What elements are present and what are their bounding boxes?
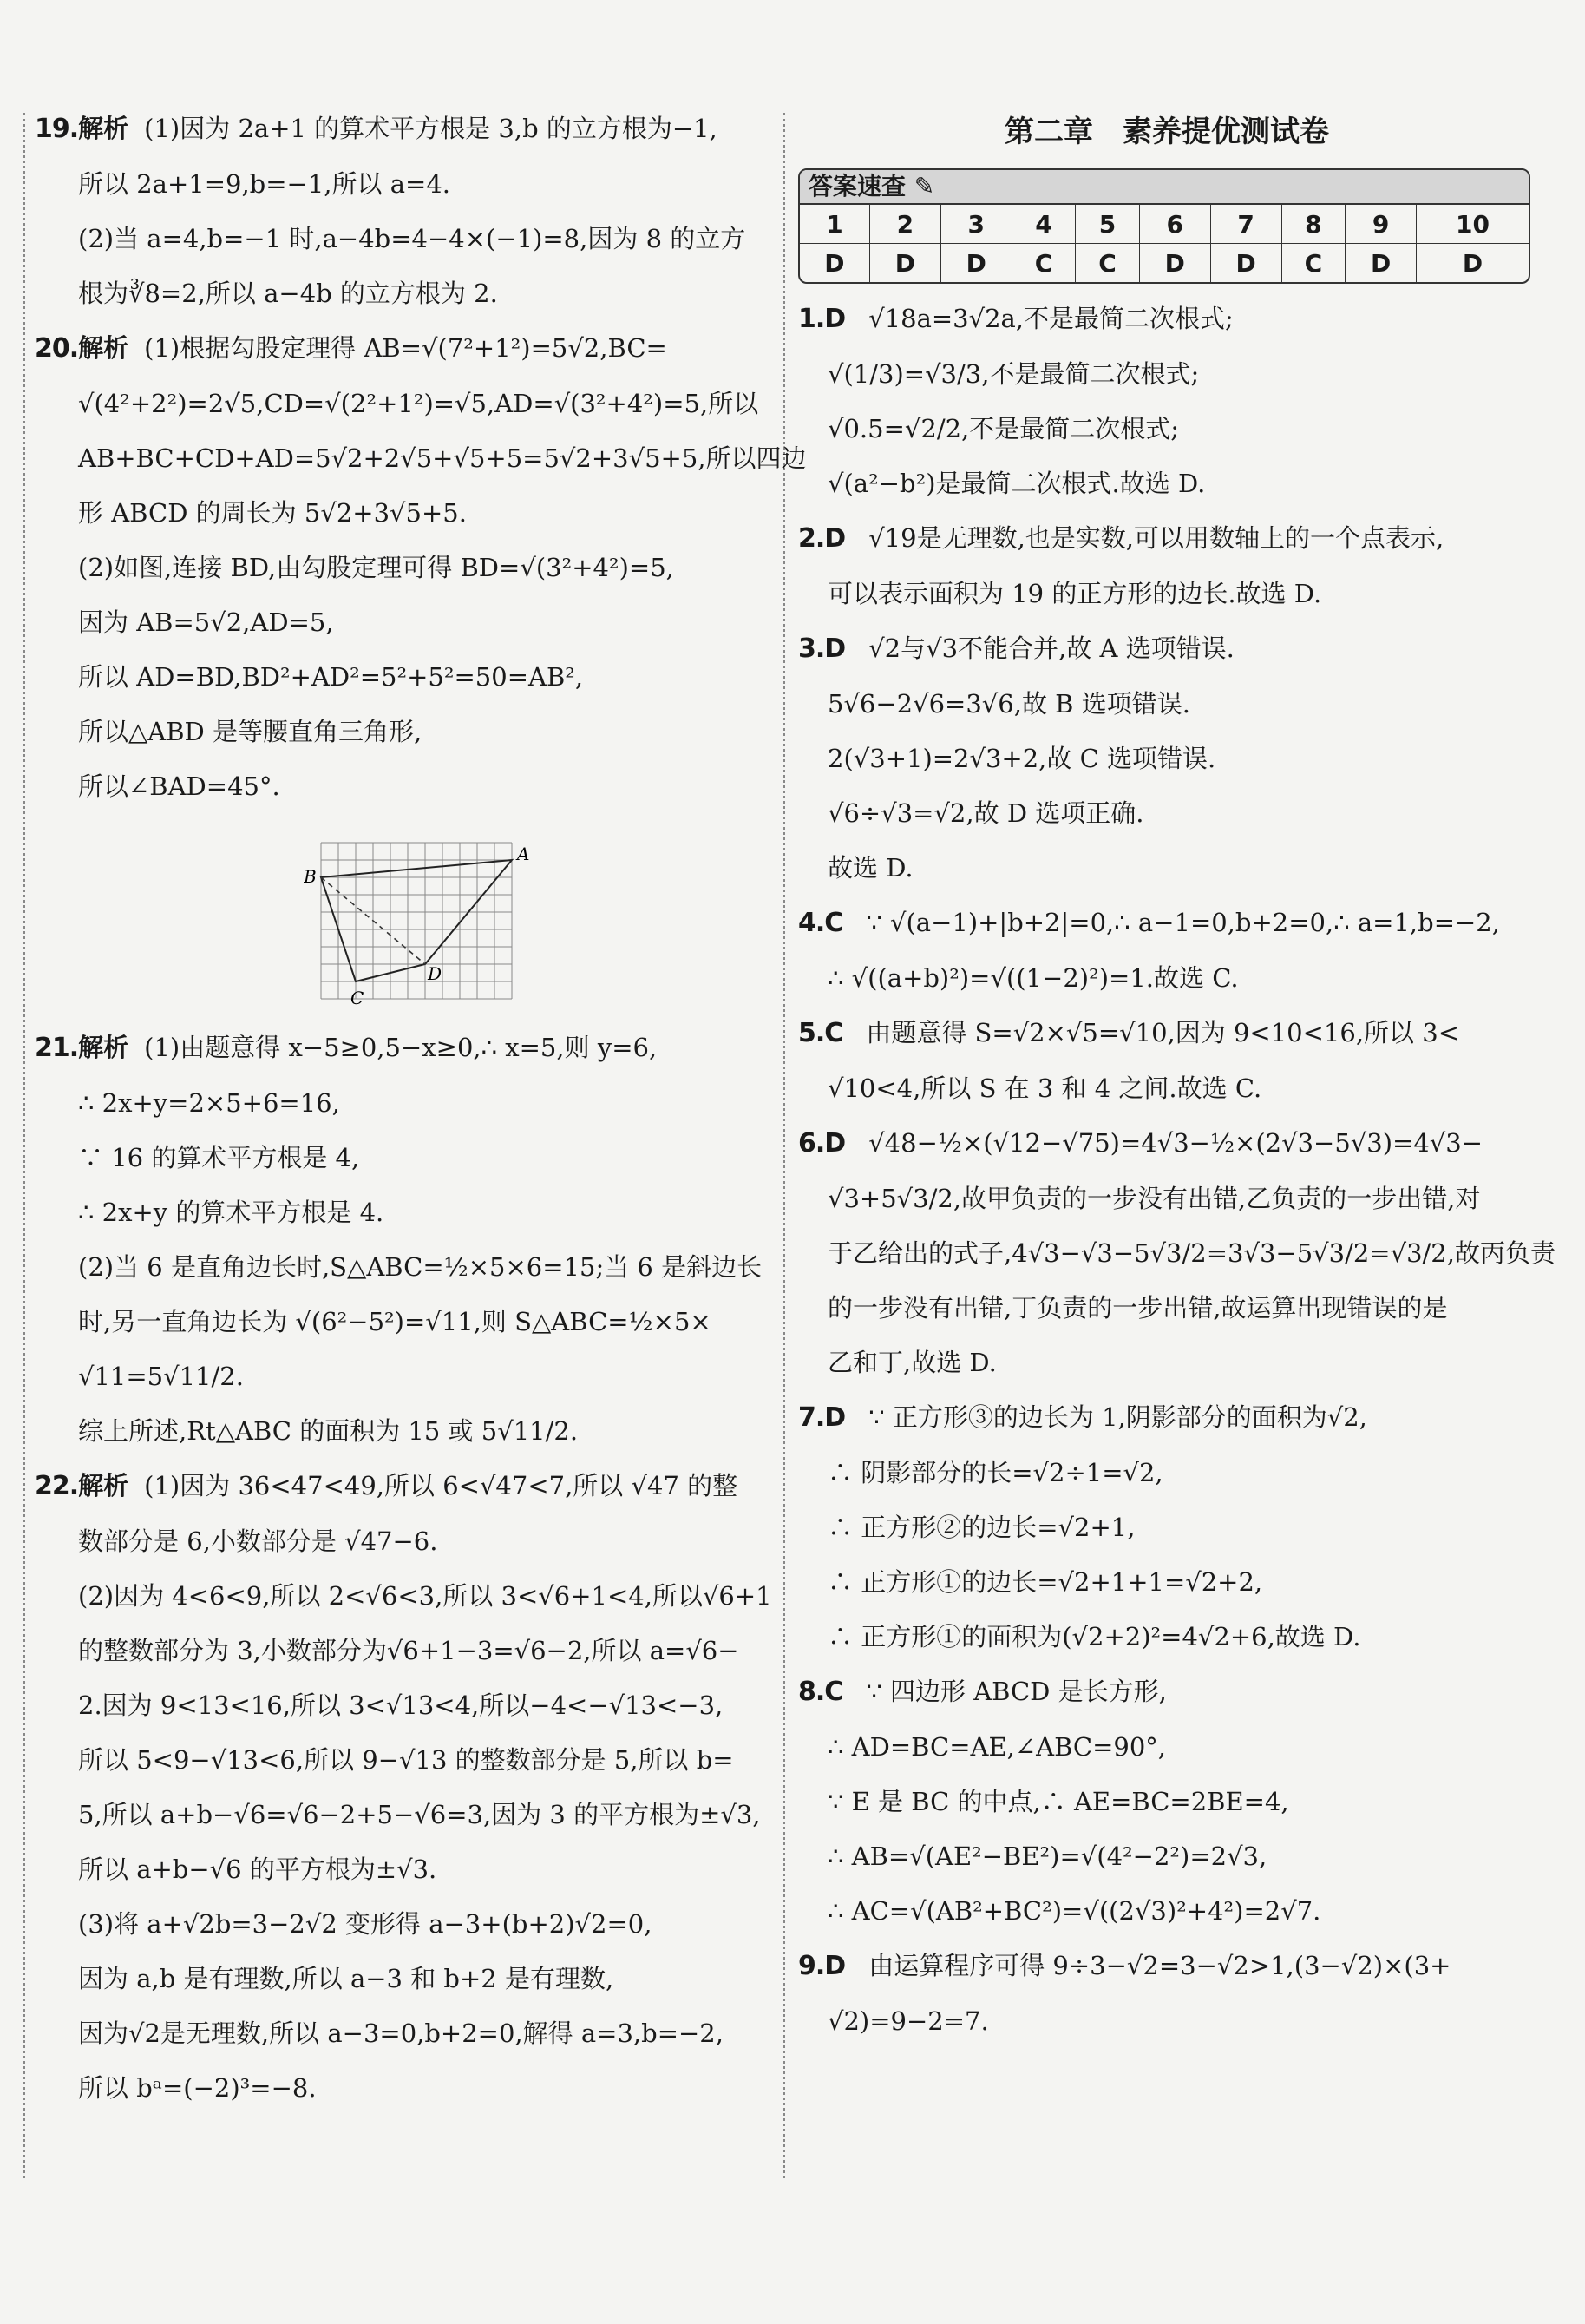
solution-line: ∴ 阴影部分的长=√2÷1=√2, [828, 1458, 1163, 1487]
answer-choice: D [824, 523, 847, 554]
solution-line: 因为 a,b 是有理数,所以 a−3 和 b+2 是有理数, [78, 1964, 614, 1993]
vertex-label-d: D [428, 963, 442, 984]
answer-choice: D [824, 1402, 847, 1433]
answer-key-header [800, 170, 1529, 205]
analysis-tag: 解析 [78, 333, 129, 363]
question-number: 9. [798, 1951, 825, 1981]
solution-line: ∵ 16 的算术平方根是 4, [78, 1143, 360, 1172]
solution-line: 所以∠BAD=45°. [78, 771, 280, 801]
question-5 [798, 1017, 1536, 1104]
question-number: 1. [798, 304, 825, 334]
solution-line: 乙和丁,故选 D. [828, 1348, 997, 1377]
solution-line: 所以 2a+1=9,b=−1,所以 a=4. [78, 169, 450, 199]
question-21 [35, 1032, 768, 1447]
answer-choice: C [824, 908, 844, 938]
solution-line: 所以 AD=BD,BD²+AD²=5²+5²=50=AB², [78, 662, 584, 692]
answer-choice: D [824, 1128, 847, 1159]
quadrilateral-grid-figure [304, 834, 547, 1008]
solution-line: ∴ 2x+y 的算术平方根是 4. [78, 1198, 384, 1227]
solution-line: 时,另一直角边长为 √(6²−5²)=√11,则 S△ABC=½×5× [78, 1307, 711, 1336]
solution-line: AB+BC+CD+AD=5√2+2√5+√5+5=5√2+3√5+5,所以四边 [78, 443, 807, 473]
solution-line: ∴ AD=BC=AE,∠ABC=90°, [828, 1732, 1167, 1762]
answer-letter: C [1281, 244, 1346, 283]
question-number: 6. [798, 1128, 825, 1159]
question-number: 20. [35, 333, 79, 364]
solution-line: √19是无理数,也是实数,可以用数轴上的一个点表示, [868, 523, 1444, 553]
solution-line: ∴ AB=√(AE²−BE²)=√(4²−2²)=2√3, [828, 1841, 1267, 1871]
solution-line: (1)因为 36<47<49,所以 6<√47<7,所以 √47 的整 [144, 1471, 738, 1500]
solution-line: 的整数部分为 3,小数部分为√6+1−3=√6−2,所以 a=√6− [78, 1636, 739, 1665]
question-number: 2. [798, 523, 825, 554]
answer-letter: D [1346, 244, 1417, 283]
analysis-tag: 解析 [78, 1471, 129, 1500]
solution-line: 因为 AB=5√2,AD=5, [78, 607, 334, 637]
answer-choice: D [824, 634, 847, 664]
right-column [798, 113, 1556, 2060]
answer-choice: C [824, 1018, 844, 1048]
solution-line: 由题意得 S=√2×√5=√10,因为 9<10<16,所以 3< [866, 1018, 1460, 1047]
vertex-label-b: B [304, 866, 317, 887]
question-6 [798, 1127, 1556, 1378]
solution-line: (3)将 a+√2b=3−2√2 变形得 a−3+(b+2)√2=0, [78, 1909, 652, 1939]
question-19 [35, 113, 768, 309]
solution-line: √3+5√3/2,故甲负责的一步没有出错,乙负责的一步出错,对 [828, 1184, 1481, 1213]
question-number: 7. [798, 1402, 825, 1433]
solution-line: (1)因为 2a+1 的算术平方根是 3,b 的立方根为−1, [144, 114, 717, 143]
question-number: 22. [35, 1471, 79, 1501]
answer-key-title: 答案速查 [809, 172, 907, 200]
answer-choice: C [824, 1677, 844, 1707]
question-number: 4. [798, 908, 825, 938]
solution-line: √(1/3)=√3/3,不是最简二次根式; [828, 359, 1200, 389]
answer-number: 10 [1417, 205, 1529, 244]
solution-line: ∴ 正方形①的边长=√2+1+1=√2+2, [828, 1567, 1263, 1597]
question-number: 19. [35, 114, 79, 144]
question-8 [798, 1676, 1536, 1927]
solution-line: ∴ 正方形①的面积为(√2+2)²=4√2+6,故选 D. [828, 1622, 1361, 1651]
quadrilateral-abcd [321, 860, 512, 981]
solution-line: ∴ 2x+y=2×5+6=16, [78, 1088, 340, 1118]
solution-line: (2)如图,连接 BD,由勾股定理可得 BD=√(3²+4²)=5, [78, 553, 674, 582]
left-column [35, 113, 807, 2127]
solution-line: 形 ABCD 的周长为 5√2+3√5+5. [78, 498, 467, 528]
answer-number: 2 [869, 205, 940, 244]
pen-icon: ✎ [906, 172, 935, 200]
answer-number: 4 [1012, 205, 1076, 244]
solution-line: √11=5√11/2. [78, 1362, 244, 1391]
answer-number: 1 [800, 205, 869, 244]
solution-line: √2)=9−2=7. [828, 2006, 989, 2036]
solution-line: (2)因为 4<6<9,所以 2<√6<3,所以 3<√6+1<4,所以√6+1 [78, 1581, 772, 1611]
solution-line: ∵ √(a−1)+|b+2|=0,∴ a−1=0,b+2=0,∴ a=1,b=−2, [866, 908, 1500, 937]
question-20 [35, 332, 807, 1032]
solution-line: 综上所述,Rt△ABC 的面积为 15 或 5√11/2. [78, 1416, 579, 1446]
solution-line: ∴ √((a+b)²)=√((1−2)²)=1.故选 C. [828, 963, 1239, 993]
answer-letter: D [1210, 244, 1281, 283]
solution-line: 5,所以 a+b−√6=√6−2+5−√6=3,因为 3 的平方根为±√3, [78, 1800, 761, 1829]
solution-line: 所以△ABD 是等腰直角三角形, [78, 717, 422, 746]
answer-number: 8 [1281, 205, 1346, 244]
solution-line: 由运算程序可得 9÷3−√2=3−√2>1,(3−√2)×(3+ [868, 1951, 1451, 1980]
solution-line: 根为∛8=2,所以 a−4b 的立方根为 2. [78, 279, 498, 308]
left-margin-rule [23, 113, 25, 2178]
solution-line: (1)根据勾股定理得 AB=√(7²+1²)=5√2,BC= [144, 333, 667, 363]
answer-number: 3 [940, 205, 1012, 244]
question-number: 21. [35, 1033, 79, 1063]
question-2 [798, 522, 1536, 609]
answer-letter: D [1417, 244, 1529, 283]
solution-line: 因为√2是无理数,所以 a−3=0,b+2=0,解得 a=3,b=−2, [78, 2019, 724, 2048]
answer-letter: D [940, 244, 1012, 283]
solution-line: 所以 5<9−√13<6,所以 9−√13 的整数部分是 5,所以 b= [78, 1745, 734, 1775]
solution-line: √6÷√3=√2,故 D 选项正确. [828, 798, 1144, 828]
answer-number: 9 [1346, 205, 1417, 244]
solution-line: √0.5=√2/2,不是最简二次根式; [828, 414, 1180, 443]
solution-line: 的一步没有出错,丁负责的一步出错,故运算出现错误的是 [828, 1293, 1448, 1323]
answer-letter: D [1139, 244, 1210, 283]
question-22 [35, 1470, 772, 2104]
vertex-label-c: C [350, 988, 364, 1008]
solution-line: 所以 bᵃ=(−2)³=−8. [78, 2073, 317, 2103]
solution-line: 2.因为 9<13<16,所以 3<√13<4,所以−4<−√13<−3, [78, 1690, 724, 1720]
solution-line: ∵ 四边形 ABCD 是长方形, [866, 1677, 1167, 1706]
analysis-tag: 解析 [78, 1033, 129, 1062]
column-divider [783, 113, 785, 2178]
solution-line: ∴ AC=√(AB²+BC²)=√((2√3)²+4²)=2√7. [828, 1896, 1321, 1926]
solution-line: ∴ 正方形②的边长=√2+1, [828, 1513, 1136, 1542]
solution-line: √(a²−b²)是最简二次根式.故选 D. [828, 469, 1206, 498]
question-number: 5. [798, 1018, 825, 1048]
question-number: 8. [798, 1677, 825, 1707]
solution-line: ∵ E 是 BC 的中点,∴ AE=BC=2BE=4, [828, 1787, 1289, 1816]
answer-letter: D [800, 244, 869, 283]
solution-line: 2(√3+1)=2√3+2,故 C 选项错误. [828, 744, 1216, 773]
solution-line: (2)当 6 是直角边长时,S△ABC=½×5×6=15;当 6 是斜边长 [78, 1252, 763, 1282]
vertex-label-a: A [517, 844, 530, 864]
answer-choice: D [824, 1951, 847, 1981]
answer-letter: D [869, 244, 940, 283]
answer-key-numbers-row [800, 205, 1529, 244]
solution-line: (1)由题意得 x−5≥0,5−x≥0,∴ x=5,则 y=6, [144, 1033, 658, 1062]
solution-line: 可以表示面积为 19 的正方形的边长.故选 D. [828, 579, 1322, 608]
question-7 [798, 1402, 1536, 1652]
solution-line: √(4²+2²)=2√5,CD=√(2²+1²)=√5,AD=√(3²+4²)=5,所以 [78, 389, 759, 418]
question-1 [798, 303, 1536, 499]
solution-line: √18a=3√2a,不是最简二次根式; [868, 304, 1234, 333]
question-4 [798, 907, 1536, 994]
answer-number: 5 [1076, 205, 1140, 244]
solution-line: 5√6−2√6=3√6,故 B 选项错误. [828, 689, 1190, 719]
solution-line: ∵ 正方形③的边长为 1,阴影部分的面积为√2, [868, 1402, 1367, 1432]
answer-key-table [798, 168, 1530, 284]
question-number: 3. [798, 634, 825, 664]
answer-letter: C [1076, 244, 1140, 283]
solution-line: √10<4,所以 S 在 3 和 4 之间.故选 C. [828, 1073, 1262, 1103]
solution-line: 故选 D. [828, 853, 914, 883]
question-9 [798, 1950, 1536, 2037]
grid-lines [321, 843, 512, 999]
answer-choice: D [824, 304, 847, 334]
answer-letter: C [1012, 244, 1076, 283]
answer-key-answers-row [800, 244, 1529, 283]
solution-line: √48−½×(√12−√75)=4√3−½×(2√3−5√3)=4√3− [868, 1128, 1483, 1158]
solution-line: 数部分是 6,小数部分是 √47−6. [78, 1526, 438, 1556]
chapter-title: 第二章 素养提优测试卷 [1005, 115, 1329, 149]
answer-number: 7 [1210, 205, 1281, 244]
solution-line: 于乙给出的式子,4√3−√3−5√3/2=3√3−5√3/2=√3/2,故丙负责 [828, 1238, 1556, 1268]
solution-line: √2与√3不能合并,故 A 选项错误. [868, 634, 1235, 663]
answer-number: 6 [1139, 205, 1210, 244]
solution-line: 所以 a+b−√6 的平方根为±√3. [78, 1855, 437, 1884]
question-3 [798, 633, 1536, 883]
solution-line: (2)当 a=4,b=−1 时,a−4b=4−4×(−1)=8,因为 8 的立方 [78, 224, 746, 253]
analysis-tag: 解析 [78, 114, 129, 143]
